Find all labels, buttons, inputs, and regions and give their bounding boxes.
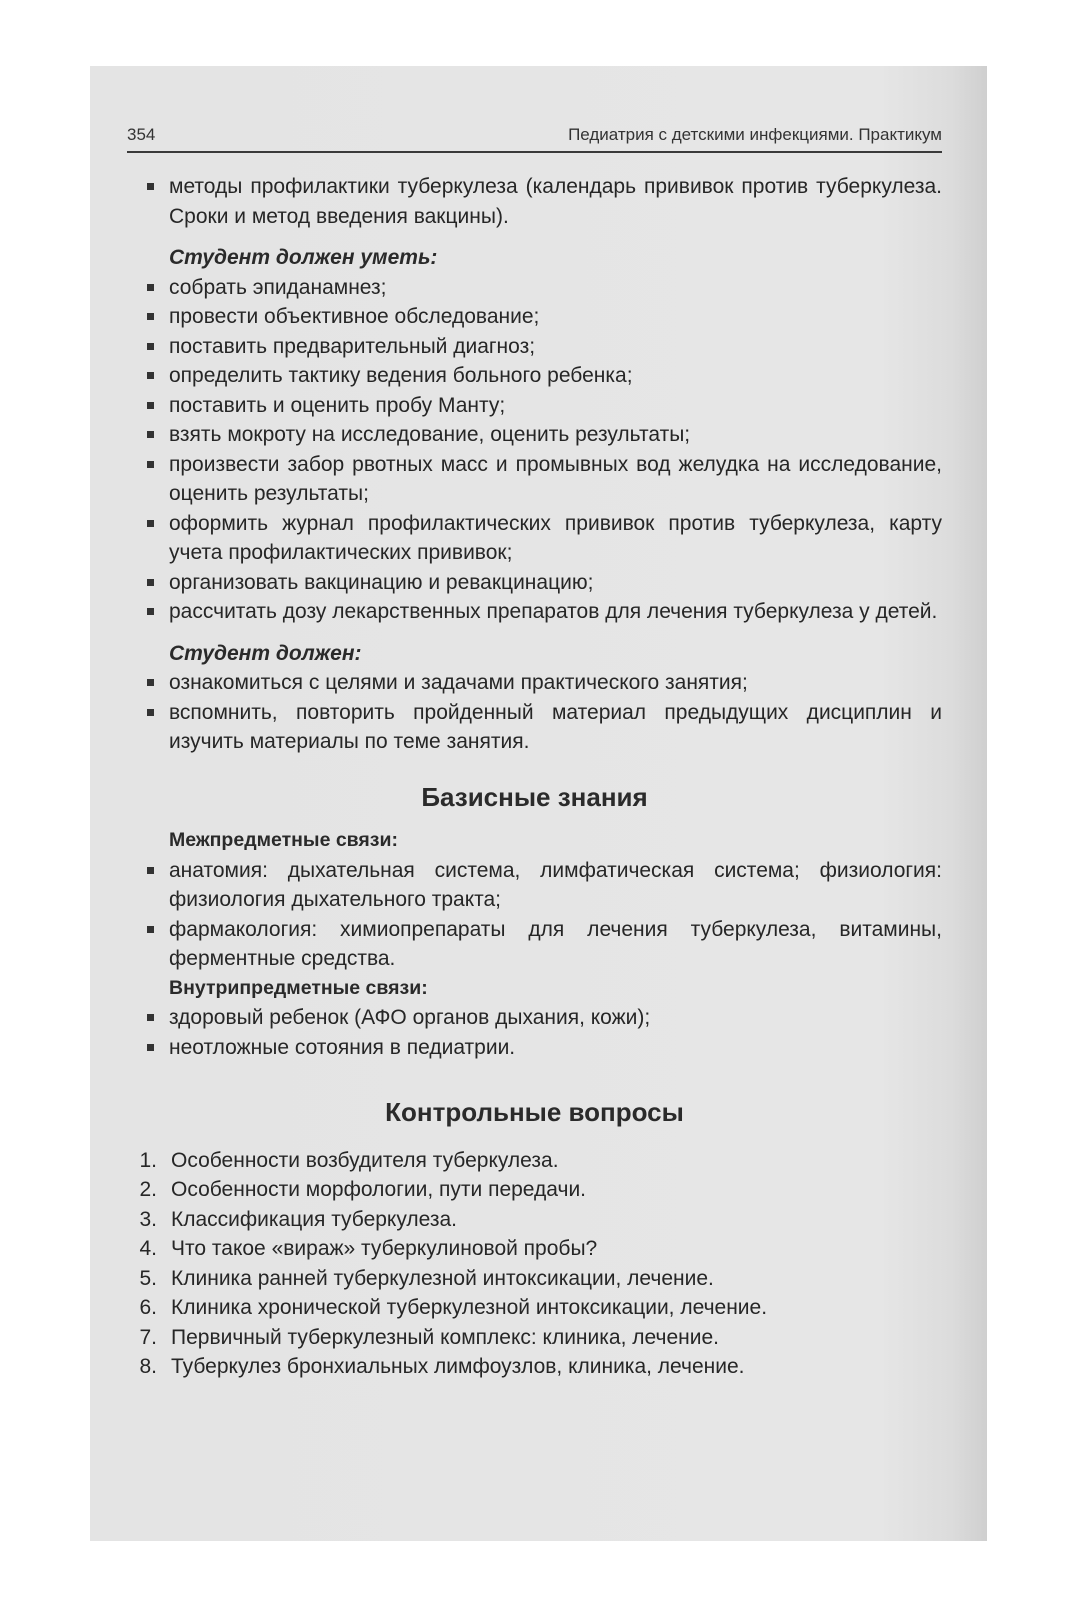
- intra-subject-list: [127, 1003, 942, 1062]
- section-title-basic-knowledge: Базисные знания: [421, 781, 648, 812]
- list-item: провести объективное обследование;: [127, 302, 942, 332]
- question-number: 1.: [139, 1148, 157, 1172]
- skills-list: [127, 273, 942, 627]
- book-page: [127, 125, 942, 1382]
- question-number: 4.: [139, 1237, 157, 1260]
- question-item: [127, 1352, 942, 1382]
- list-item: определить тактику ведения больного ребенка;: [127, 361, 942, 391]
- list-item: собрать эпиданамнез;: [127, 273, 942, 303]
- duties-list: [127, 668, 942, 757]
- question-number: 8.: [139, 1355, 157, 1378]
- question-number: 5.: [139, 1266, 157, 1290]
- intra-subject-heading: Внутрипредметные связи:: [169, 976, 428, 999]
- question-item: [127, 1323, 942, 1353]
- list-item: неотложные сотояния в педиатрии.: [127, 1033, 942, 1063]
- question-item: [127, 1205, 942, 1235]
- list-item: вспомнить, повторить пройденный материал предыдущих дисциплин и изучить материалы по теме занятия.: [127, 698, 942, 757]
- page-number: 354: [127, 125, 156, 144]
- list-item: оформить журнал профилактических прививок против туберкулеза, карту учета профилактических прививок;: [127, 509, 942, 568]
- page-content: [127, 172, 942, 1382]
- question-item: [127, 1175, 942, 1205]
- running-title: Педиатрия с детскими инфекциями. Практикум: [568, 125, 942, 144]
- list-item: методы профилактики туберкулеза (календарь прививок против туберкулеза. Сроки и метод введения вакцины).: [127, 172, 942, 231]
- question-item: [127, 1293, 942, 1323]
- question-item: [127, 1234, 942, 1264]
- list-item: взять мокроту на исследование, оценить результаты;: [127, 420, 942, 450]
- question-text: Первичный туберкулезный комплекс: клиника, лечение.: [171, 1325, 719, 1349]
- list-item: организовать вакцинацию и ревакцинацию;: [127, 568, 942, 598]
- list-item: произвести забор рвотных масс и промывных вод желудка на исследование, оценить результаты;: [127, 450, 942, 509]
- questions-list: [127, 1146, 942, 1382]
- list-item: ознакомиться с целями и задачами практического занятия;: [127, 668, 942, 698]
- question-number: 3.: [139, 1207, 157, 1231]
- question-number: 2.: [139, 1178, 157, 1201]
- intro-list: [127, 172, 942, 231]
- question-number: 6.: [139, 1296, 157, 1319]
- question-item: [127, 1146, 942, 1176]
- list-item: поставить предварительный диагноз;: [127, 332, 942, 362]
- skills-heading: Студент должен уметь:: [169, 246, 438, 269]
- list-item: здоровый ребенок (АФО органов дыхания, кожи);: [127, 1003, 942, 1033]
- list-item: поставить и оценить пробу Манту;: [127, 391, 942, 421]
- question-text: Особенности морфологии, пути передачи.: [171, 1178, 587, 1201]
- question-text: Что такое «вираж» туберкулиновой пробы?: [171, 1237, 598, 1260]
- question-text: Клиника хронической туберкулезной интоксикации, лечение.: [171, 1296, 768, 1319]
- question-item: [127, 1264, 942, 1294]
- list-item: рассчитать дозу лекарственных препаратов для лечения туберкулеза у детей.: [127, 597, 942, 627]
- question-number: 7.: [139, 1325, 157, 1349]
- duties-heading: Студент должен:: [169, 641, 362, 665]
- question-text: Особенности возбудителя туберкулеза.: [171, 1148, 559, 1172]
- list-item: анатомия: дыхательная система, лимфатическая система; физиология: физиология дыхательного тракта;: [127, 856, 942, 915]
- list-item: фармакология: химиопрепараты для лечения туберкулеза, витамины, ферментные средства.: [127, 915, 942, 974]
- question-text: Классификация туберкулеза.: [171, 1207, 458, 1231]
- section-title-control-questions: Контрольные вопросы: [385, 1097, 684, 1127]
- running-header: [127, 125, 942, 153]
- question-text: Клиника ранней туберкулезной интоксикации, лечение.: [171, 1266, 714, 1290]
- inter-subject-heading: Межпредметные связи:: [169, 829, 398, 851]
- question-text: Туберкулез бронхиальных лимфоузлов, клиника, лечение.: [171, 1355, 745, 1378]
- inter-subject-list: [127, 856, 942, 974]
